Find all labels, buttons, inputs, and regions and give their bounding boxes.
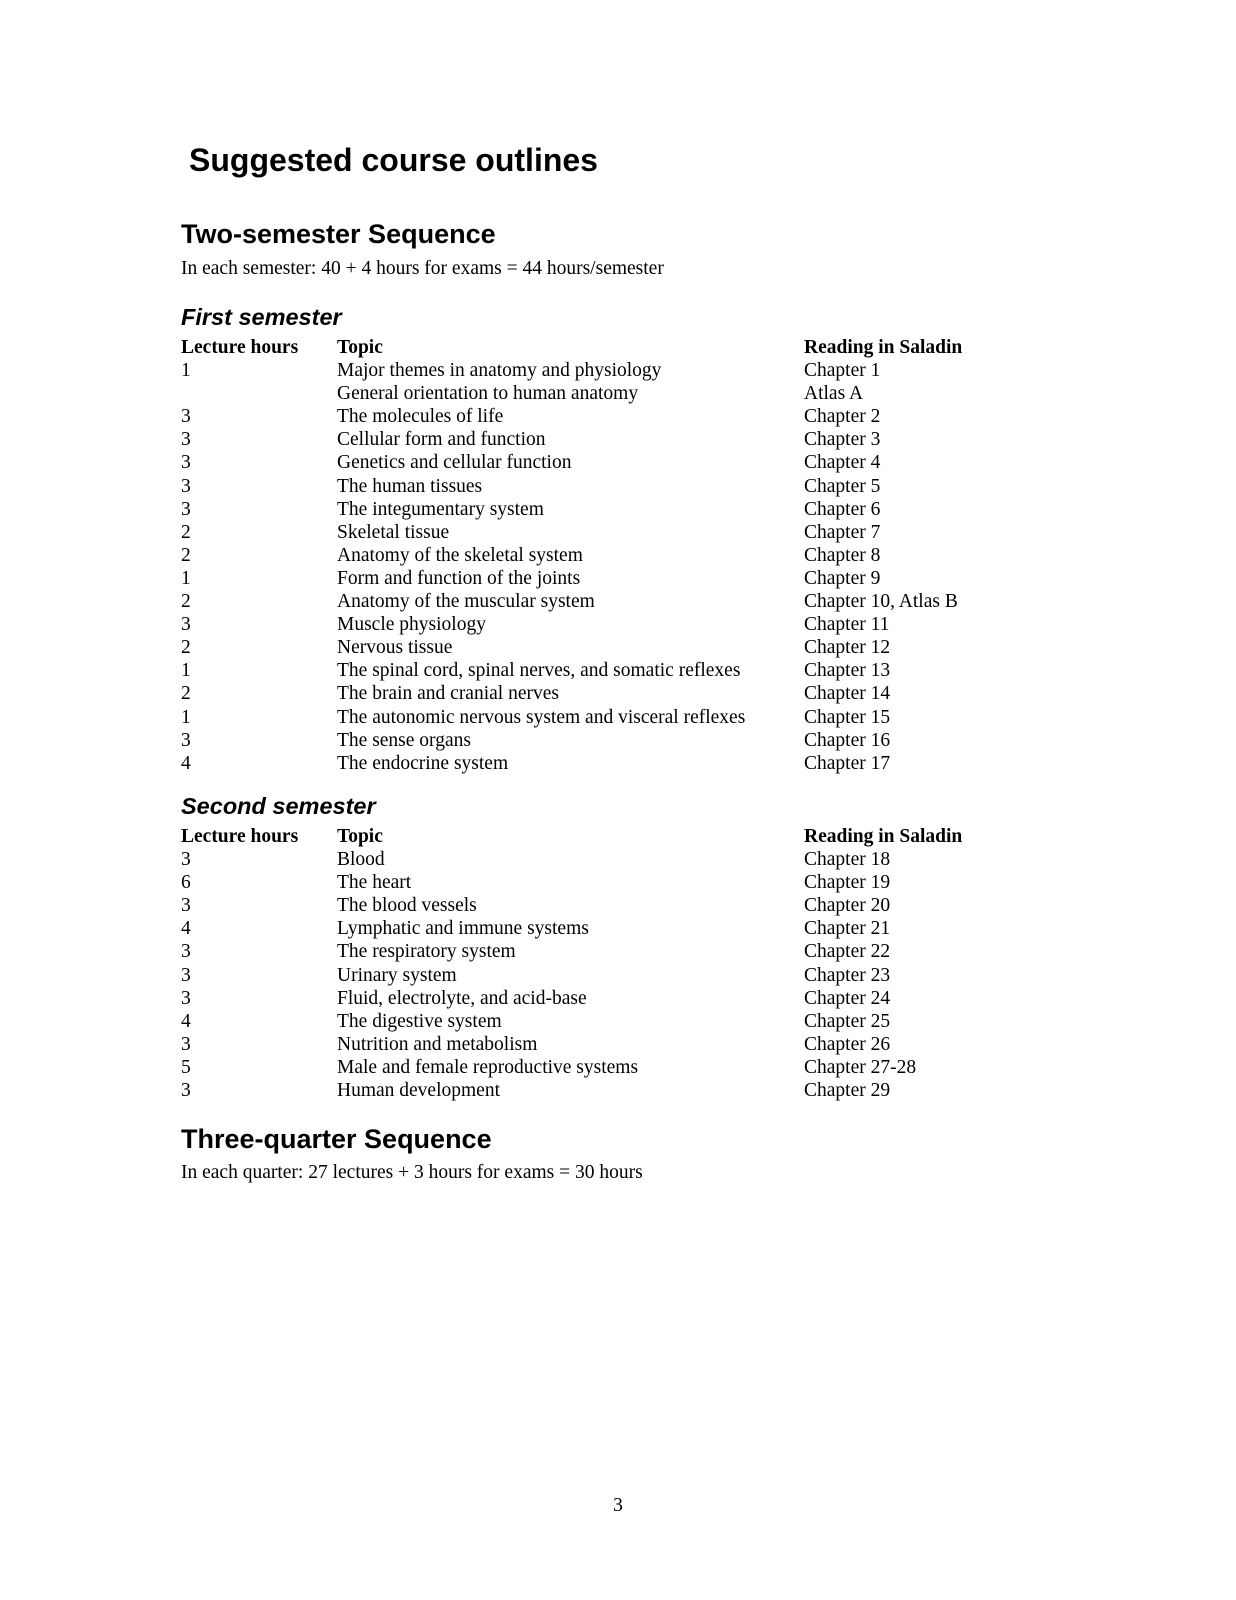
cell-topic: The digestive system [337,1010,502,1032]
cell-hours: 1 [181,567,191,589]
first-semester-table [181,336,1001,775]
cell-hours: 3 [181,941,191,963]
cell-hours: 3 [181,849,191,871]
cell-hours: 3 [181,614,191,636]
cell-hours: 4 [181,752,191,774]
cell-hours: 2 [181,544,191,566]
cell-topic: Cellular form and function [337,429,546,451]
cell-reading: Chapter 21 [804,918,891,940]
cell-reading: Chapter 14 [804,683,891,705]
cell-topic: Form and function of the joints [337,567,581,589]
table-row [181,521,1001,544]
cell-topic: The endocrine system [337,752,509,774]
table-row [181,1079,1001,1102]
table-row [181,964,1001,987]
two-semester-note: In each semester: 40 + 4 hours for exams = 44 hours/semester [181,258,664,279]
cell-reading: Chapter 15 [804,706,891,728]
table-row [181,567,1001,590]
cell-reading: Chapter 16 [804,729,891,751]
cell-reading: Chapter 6 [804,498,881,520]
cell-topic: Male and female reproductive systems [337,1056,639,1078]
cell-topic: The human tissues [337,475,483,497]
cell-topic: Fluid, electrolyte, and acid-base [337,987,587,1009]
cell-hours: 3 [181,987,191,1009]
cell-topic: Human development [337,1080,500,1102]
column-header-hours: Lecture hours [181,337,299,358]
table-row [181,475,1001,498]
table-row [181,613,1001,636]
cell-hours: 1 [181,706,191,728]
three-quarter-note: In each quarter: 27 lectures + 3 hours for exams = 30 hours [181,1162,643,1183]
cell-reading: Chapter 11 [804,614,890,636]
cell-topic: The brain and cranial nerves [337,683,559,705]
cell-topic: Major themes in anatomy and physiology [337,360,662,382]
cell-reading: Chapter 24 [804,987,891,1009]
two-semester-heading: Two-semester Sequence [181,219,496,249]
cell-hours: 3 [181,1033,191,1055]
table-row [181,451,1001,474]
cell-topic: Anatomy of the muscular system [337,591,595,613]
cell-reading: Chapter 4 [804,452,881,474]
cell-hours: 3 [181,429,191,451]
cell-reading: Chapter 29 [804,1080,891,1102]
table-row [181,940,1001,963]
table-row [181,1010,1001,1033]
cell-reading: Chapter 8 [804,544,881,566]
column-header-hours: Lecture hours [181,826,299,847]
table-row [181,871,1001,894]
table-row [181,894,1001,917]
table-row [181,636,1001,659]
cell-hours: 4 [181,1010,191,1032]
table-row [181,359,1001,382]
table-row [181,1033,1001,1056]
table-row [181,752,1001,775]
cell-reading: Chapter 19 [804,872,891,894]
cell-topic: Blood [337,849,385,871]
column-header-reading: Reading in Saladin [804,826,963,847]
cell-reading: Chapter 27-28 [804,1056,917,1078]
cell-hours: 2 [181,521,191,543]
cell-hours: 1 [181,360,191,382]
cell-hours: 3 [181,895,191,917]
table-row [181,706,1001,729]
table-row [181,428,1001,451]
cell-topic: Muscle physiology [337,614,486,636]
cell-reading: Chapter 23 [804,964,891,986]
cell-topic: Lymphatic and immune systems [337,918,589,940]
cell-hours: 3 [181,406,191,428]
cell-topic: Nervous tissue [337,637,453,659]
cell-reading: Chapter 17 [804,752,891,774]
column-header-topic: Topic [337,337,383,358]
second-semester-heading: Second semester [181,793,376,819]
page-number: 3 [613,1495,623,1516]
table-row [181,405,1001,428]
table-row [181,659,1001,682]
cell-hours: 3 [181,498,191,520]
table-row [181,382,1001,405]
page-title: Suggested course outlines [189,142,598,178]
cell-hours: 2 [181,637,191,659]
column-header-topic: Topic [337,826,383,847]
cell-reading: Chapter 2 [804,406,881,428]
table-row [181,987,1001,1010]
cell-topic: The sense organs [337,729,471,751]
cell-topic: Anatomy of the skeletal system [337,544,583,566]
cell-topic: The respiratory system [337,941,516,963]
cell-reading: Chapter 9 [804,567,881,589]
cell-hours: 3 [181,729,191,751]
cell-topic: The autonomic nervous system and visceral reflexes [337,706,746,728]
cell-hours: 1 [181,660,191,682]
table-row [181,729,1001,752]
cell-topic: Nutrition and metabolism [337,1033,538,1055]
cell-hours: 6 [181,872,191,894]
cell-hours: 5 [181,1056,191,1078]
cell-reading: Chapter 12 [804,637,891,659]
table-header-row [181,825,1001,848]
cell-topic: The heart [337,872,412,894]
cell-hours: 3 [181,475,191,497]
table-row [181,848,1001,871]
table-row [181,498,1001,521]
table-row [181,590,1001,613]
cell-reading: Chapter 26 [804,1033,891,1055]
cell-topic: The spinal cord, spinal nerves, and somatic reflexes [337,660,741,682]
cell-topic: The molecules of life [337,406,504,428]
cell-reading: Chapter 5 [804,475,881,497]
cell-reading: Chapter 7 [804,521,881,543]
cell-reading: Chapter 10, Atlas B [804,591,958,613]
cell-hours: 3 [181,964,191,986]
table-header-row [181,336,1001,359]
cell-topic: The blood vessels [337,895,477,917]
first-semester-heading: First semester [181,304,342,330]
cell-reading: Chapter 25 [804,1010,891,1032]
cell-reading: Chapter 20 [804,895,891,917]
cell-reading: Chapter 3 [804,429,881,451]
cell-hours: 4 [181,918,191,940]
cell-hours: 3 [181,1080,191,1102]
cell-topic: Urinary system [337,964,457,986]
cell-topic: Genetics and cellular function [337,452,572,474]
cell-topic: The integumentary system [337,498,544,520]
table-row [181,1056,1001,1079]
three-quarter-heading: Three-quarter Sequence [181,1124,492,1154]
table-row [181,682,1001,705]
cell-hours: 2 [181,683,191,705]
cell-reading: Chapter 1 [804,360,881,382]
cell-hours: 2 [181,591,191,613]
table-row [181,917,1001,940]
cell-reading: Chapter 18 [804,849,891,871]
column-header-reading: Reading in Saladin [804,337,963,358]
cell-reading: Chapter 22 [804,941,891,963]
cell-hours: 3 [181,452,191,474]
second-semester-table [181,825,1001,1102]
cell-topic: Skeletal tissue [337,521,450,543]
cell-reading: Chapter 13 [804,660,891,682]
cell-topic: General orientation to human anatomy [337,383,639,405]
table-row [181,544,1001,567]
cell-reading: Atlas A [804,383,864,405]
